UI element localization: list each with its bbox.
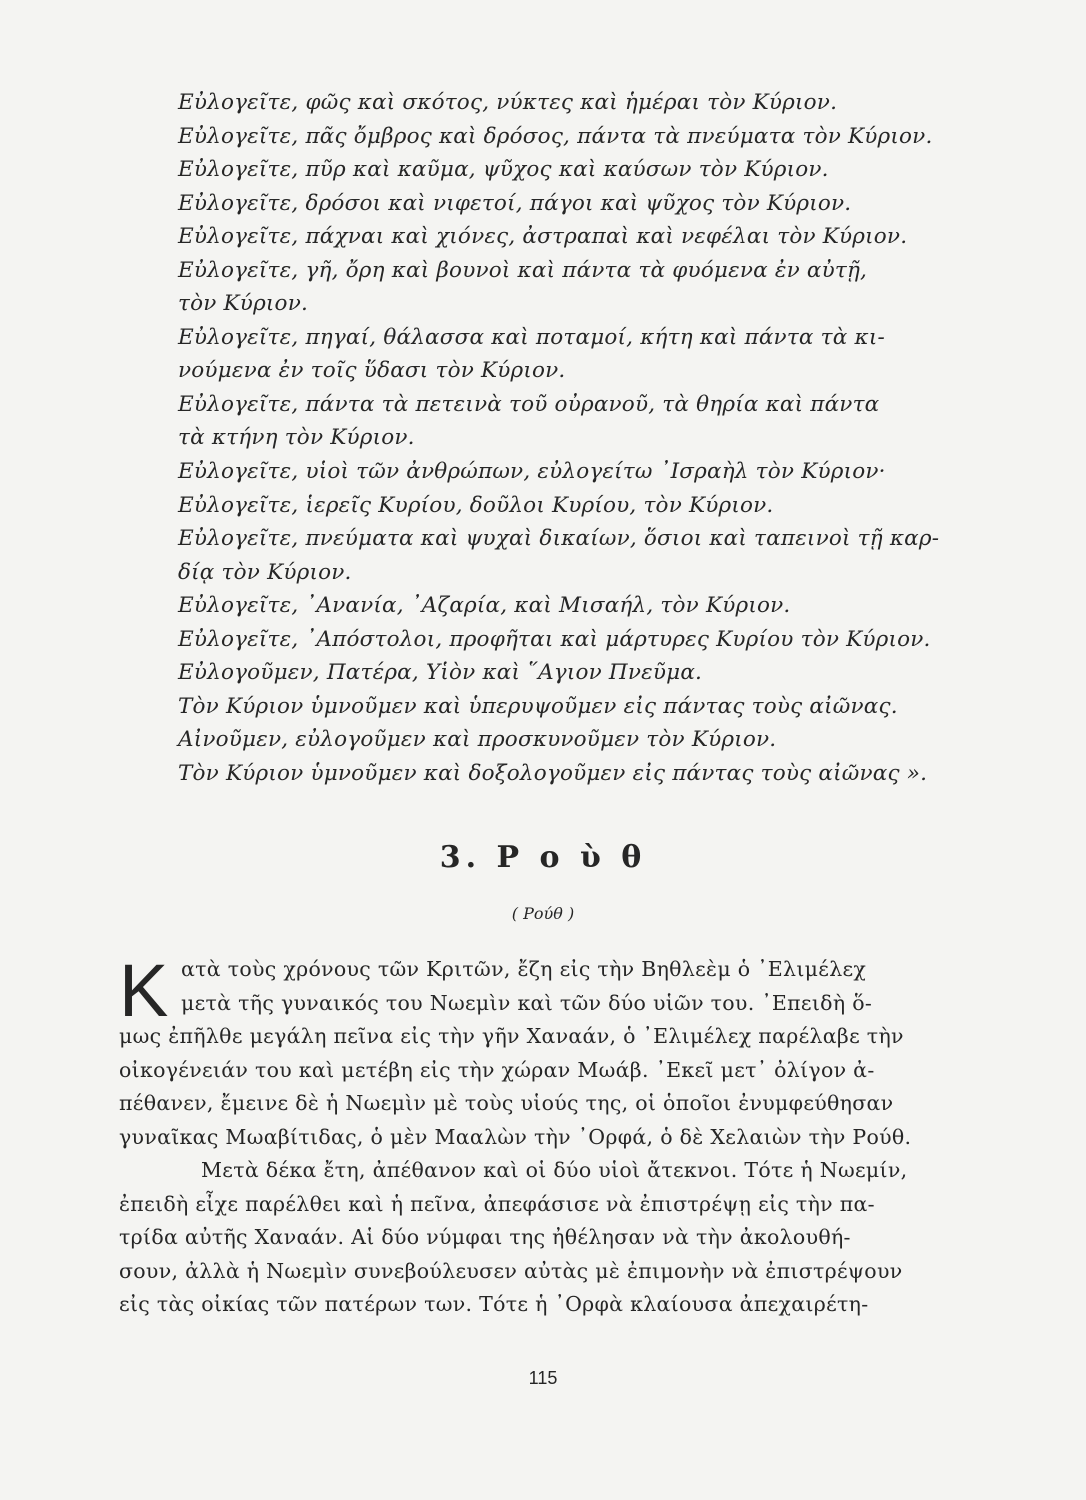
body-line: γυναῖκας Μωαβίτιδας, ὁ μὲν Μααλὼν τὴν ᾽Ορφά, ὁ δὲ Χελαιὼν τὴν Ρούθ. [119,1124,912,1149]
hymn-line: Εὐλογεῖτε, φῶς καὶ σκότος, νύκτες καὶ ἡμέραι τὸν Κύριον. [178,90,838,115]
hymn-line: τὸν Κύριον. [178,291,308,317]
hymn-line: Εὐλογεῖτε, γῆ, ὄρη καὶ βουνοὶ καὶ πάντα τὰ φυόμενα ἐν αὐτῇ, [178,257,868,283]
hymn-line: Εὐλογεῖτε, δρόσοι καὶ νιφετοί, πάγοι καὶ ψῦχος τὸν Κύριον. [178,190,852,216]
hymn-line: Εὐλογεῖτε, ἱερεῖς Κυρίου, δοῦλοι Κυρίου, τὸν Κύριον. [178,492,774,518]
hymn-line: Εὐλογεῖτε, ᾽Απόστολοι, προφῆται καὶ μάρτυρες Κυρίου τὸν Κύριον. [178,626,931,652]
hymn-line: δίᾳ τὸν Κύριον. [178,559,352,585]
hymn-line: τὰ κτήνη τὸν Κύριον. [178,425,415,451]
body-line: πέθανεν, ἔμεινε δὲ ἡ Νωεμὶν μὲ τοὺς υἱούς της, οἱ ὁποῖοι ἐνυμφεύθησαν [119,1091,894,1115]
hymn-line: Τὸν Κύριον ὑμνοῦμεν καὶ δοξολογοῦμεν εἰς πάντας τοὺς αἰῶνας ». [178,760,928,786]
body-line: Μετὰ δέκα ἔτη, ἀπέθανον καὶ οἱ δύο υἱοὶ ἄτεκνοι. Τότε ἡ Νωεμίν, [201,1158,908,1182]
hymn-line: Εὐλογεῖτε, πάντα τὰ πετεινὰ τοῦ οὐρανοῦ, τὰ θηρία καὶ πάντα [178,391,880,417]
body-line: ἐπειδὴ εἶχε παρέλθει καὶ ἡ πεῖνα, ἀπεφάσισε νὰ ἐπιστρέψῃ εἰς τὴν πα- [119,1191,875,1216]
body-line: οἰκογένειάν του καὶ μετέβη εἰς τὴν χώραν Μωάβ. ᾽Εκεῖ μετ᾽ ὀλίγον ἀ- [119,1057,875,1082]
hymn-line: Αἰνοῦμεν, εὐλογοῦμεν καὶ προσκυνοῦμεν τὸν Κύριον. [178,727,777,753]
chapter-body [119,949,934,1322]
page-number: 115 [528,1368,558,1388]
drop-cap: Κ [119,949,169,1032]
chapter-subtitle: ( Ρούθ ) [511,904,575,923]
hymn-line: Τὸν Κύριον ὑμνοῦμεν καὶ ὑπερυψοῦμεν εἰς πάντας τοὺς αἰῶνας. [178,693,898,719]
body-line: σουν, ἀλλὰ ἡ Νωεμὶν συνεβούλευσεν αὐτὰς μὲ ἐπιμονὴν νὰ ἐπιστρέψουν [119,1258,903,1283]
body-line: τρίδα αὐτῆς Χαναάν. Αἱ δύο νύμφαι της ἠθέλησαν νὰ τὴν ἀκολουθή- [119,1225,851,1249]
hymn-line: νούμενα ἐν τοῖς ὕδασι τὸν Κύριον. [178,358,566,384]
body-line: μως ἐπῆλθε μεγάλη πεῖνα εἰς τὴν γῆν Χαναάν, ὁ ᾽Ελιμέλεχ παρέλαβε τὴν [119,1024,904,1048]
chapter-title: 3. Ρ ο ὺ θ [439,840,647,875]
hymn-line: Εὐλογεῖτε, πᾶς ὄμβρος καὶ δρόσος, πάντα τὰ πνεύματα τὸν Κύριον. [178,123,933,149]
hymn-line: Εὐλογεῖτε, πάχναι καὶ χιόνες, ἀστραπαὶ καὶ νεφέλαι τὸν Κύριον. [178,224,908,250]
hymn-line: Εὐλογεῖτε, ᾽Ανανία, ᾽Αζαρία, καὶ Μισαήλ, τὸν Κύριον. [178,593,791,619]
hymn-line: Εὐλογοῦμεν, Πατέρα, Υἱὸν καὶ ῞Αγιον Πνεῦμα. [178,660,703,686]
body-line: μετὰ τῆς γυναικός του Νωεμὶν καὶ τῶν δύο υἱῶν του. ᾽Επειδὴ ὅ- [181,990,873,1015]
hymn-text [178,86,978,790]
body-line: εἰς τὰς οἰκίας τῶν πατέρων των. Τότε ἡ ᾽Ορφὰ κλαίουσα ἀπεχαιρέτη- [119,1292,869,1316]
hymn-line: Εὐλογεῖτε, πῦρ καὶ καῦμα, ψῦχος καὶ καύσων τὸν Κύριον. [178,157,829,183]
body-line: ατὰ τοὺς χρόνους τῶν Κριτῶν, ἔζη εἰς τὴν Βηθλεὲμ ὁ ᾽Ελιμέλεχ [181,957,867,981]
hymn-line: Εὐλογεῖτε, υἱοὶ τῶν ἀνθρώπων, εὐλογείτω ᾽Ισραὴλ τὸν Κύριον· [178,459,886,485]
hymn-line: Εὐλογεῖτε, πηγαί, θάλασσα καὶ ποταμοί, κήτη καὶ πάντα τὰ κι- [178,324,885,350]
hymn-line: Εὐλογεῖτε, πνεύματα καὶ ψυχαὶ δικαίων, ὅσιοι καὶ ταπεινοὶ τῇ καρ- [178,526,940,552]
